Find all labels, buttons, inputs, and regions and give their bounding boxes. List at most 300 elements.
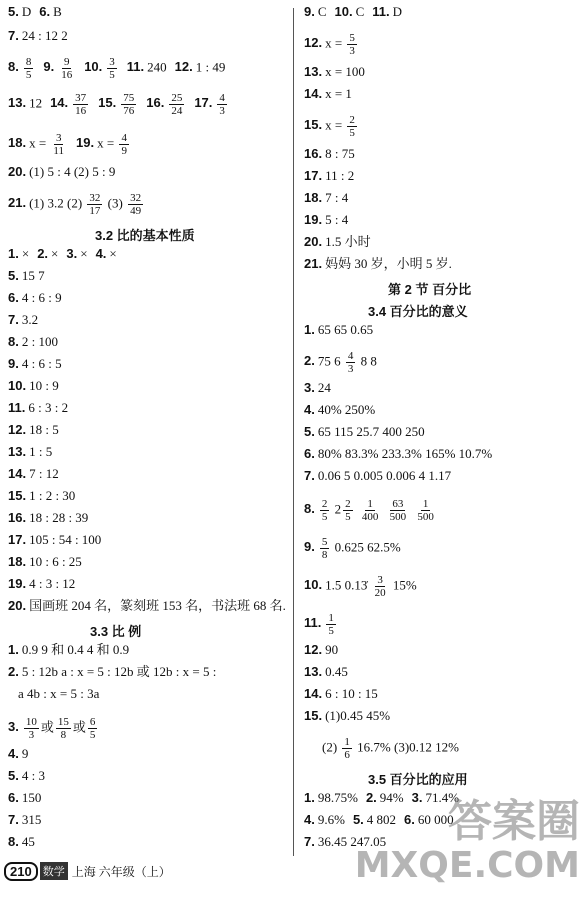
answer-line bbox=[304, 114, 359, 139]
fraction-denominator: 16 bbox=[75, 105, 87, 117]
answer-text: 24 : 12 2 bbox=[21, 28, 68, 43]
question-number: 9. bbox=[43, 59, 55, 75]
answer-text bbox=[382, 501, 385, 516]
answer-text: 4 : 3 : 12 bbox=[29, 576, 76, 591]
section-heading: 3.3 比 例 bbox=[90, 624, 142, 639]
question-number: 6. bbox=[39, 4, 51, 19]
question-number: 5. bbox=[8, 768, 19, 783]
answer-line bbox=[8, 246, 117, 261]
answer-text: 5 : 4 bbox=[325, 212, 349, 227]
question-number: 10. bbox=[334, 4, 353, 19]
answer-line bbox=[8, 422, 59, 437]
answer-text: 或 bbox=[40, 719, 54, 735]
question-number: 1. bbox=[304, 322, 315, 337]
fraction-numerator: 4 bbox=[219, 92, 225, 104]
fraction-denominator: 11 bbox=[53, 145, 65, 157]
fraction bbox=[326, 612, 336, 637]
fraction bbox=[169, 92, 184, 117]
answer-line bbox=[304, 350, 377, 375]
page-footer bbox=[4, 861, 171, 881]
question-number: 3. bbox=[8, 719, 19, 735]
answer-line bbox=[322, 736, 459, 761]
answer-text: a 4b : x = 5 : 3a bbox=[18, 686, 100, 701]
answer-text: 9 bbox=[21, 746, 29, 761]
fraction-denominator: 5 bbox=[25, 69, 32, 81]
question-number: 7. bbox=[8, 812, 19, 827]
fraction bbox=[87, 192, 102, 217]
fraction-denominator: 8 bbox=[321, 549, 328, 561]
answer-text: 8 8 bbox=[357, 353, 377, 369]
answer-line bbox=[8, 532, 101, 547]
fraction-numerator: 8 bbox=[25, 56, 32, 68]
answer-text bbox=[410, 501, 413, 516]
section-heading: 第 2 节 百分比 bbox=[388, 282, 472, 297]
fraction bbox=[73, 92, 88, 117]
answer-line bbox=[8, 488, 75, 503]
fraction-numerator: 3 bbox=[377, 574, 383, 586]
answer-text: 6 : 10 : 15 bbox=[325, 686, 378, 701]
answer-text: 75 6 bbox=[317, 353, 344, 369]
answer-text: 94% bbox=[379, 790, 404, 805]
answer-text: × bbox=[109, 246, 117, 261]
column-divider bbox=[293, 8, 294, 856]
answer-text: 0.625 62.5% bbox=[331, 539, 401, 555]
answer-text: 18 : 5 bbox=[29, 422, 59, 437]
fraction-numerator: 32 bbox=[130, 192, 142, 204]
fraction-denominator: 3 bbox=[347, 363, 354, 375]
fraction-denominator: 5 bbox=[109, 69, 115, 81]
question-number: 18. bbox=[304, 190, 323, 205]
answer-text: 4 : 3 bbox=[21, 768, 45, 783]
answer-text: 15 7 bbox=[21, 268, 45, 283]
answer-text: 1 : 49 bbox=[195, 59, 226, 75]
question-number: 18. bbox=[8, 135, 27, 151]
answer-text: 150 bbox=[21, 790, 42, 805]
answer-text: x = bbox=[325, 117, 346, 133]
answer-line bbox=[8, 834, 35, 849]
answer-line bbox=[8, 4, 62, 19]
answer-text: 65 65 0.65 bbox=[317, 322, 374, 337]
question-number: 18. bbox=[8, 554, 27, 569]
answer-text: 4 : 6 : 5 bbox=[21, 356, 62, 371]
question-number: 5. bbox=[304, 424, 315, 439]
answer-line bbox=[8, 444, 52, 459]
question-number: 12. bbox=[8, 422, 27, 437]
question-number: 4. bbox=[95, 246, 107, 261]
answer-line bbox=[8, 56, 225, 81]
answer-line bbox=[304, 212, 348, 227]
fraction-numerator: 6 bbox=[89, 716, 96, 728]
question-number: 8. bbox=[304, 501, 315, 517]
answer-line bbox=[304, 190, 348, 205]
question-number: 7. bbox=[304, 468, 315, 483]
page-number: 210 bbox=[4, 862, 38, 881]
answer-text: × bbox=[80, 246, 88, 261]
answer-text: 7 : 4 bbox=[325, 190, 349, 205]
answer-line bbox=[304, 322, 373, 337]
fraction-numerator: 2 bbox=[321, 498, 328, 510]
answer-line bbox=[304, 468, 451, 483]
answer-text: 98.75% bbox=[317, 790, 358, 805]
fraction-denominator: 400 bbox=[361, 511, 379, 523]
answer-text: 8 : 75 bbox=[325, 146, 355, 161]
answer-line bbox=[8, 576, 75, 591]
answer-text: (1) 3.2 (2) bbox=[29, 195, 86, 211]
answer-text: × bbox=[51, 246, 59, 261]
fraction-denominator: 76 bbox=[123, 105, 135, 117]
fraction-denominator: 5 bbox=[89, 729, 96, 741]
answer-line bbox=[8, 312, 38, 327]
fraction-denominator: 500 bbox=[389, 511, 407, 523]
question-number: 5. bbox=[352, 812, 364, 827]
fraction bbox=[347, 114, 357, 139]
subject-label: 数学 bbox=[40, 862, 68, 880]
answer-line bbox=[8, 132, 131, 157]
question-number: 19. bbox=[8, 576, 27, 591]
answer-text: 80% 83.3% 233.3% 165% 10.7% bbox=[317, 446, 493, 461]
question-number: 19. bbox=[304, 212, 323, 227]
answer-line bbox=[8, 290, 62, 305]
answer-line bbox=[8, 598, 286, 613]
question-number: 15. bbox=[8, 488, 27, 503]
fraction-denominator: 16 bbox=[61, 69, 73, 81]
fraction bbox=[347, 32, 357, 57]
answer-text: 6 : 3 : 2 bbox=[28, 400, 69, 415]
question-number: 1. bbox=[8, 246, 19, 261]
answer-text: 0.06 5 0.005 0.006 4 1.17 bbox=[317, 468, 452, 483]
question-number: 17. bbox=[8, 532, 27, 547]
answer-line bbox=[304, 146, 355, 161]
answer-line bbox=[304, 664, 348, 679]
question-number: 1. bbox=[304, 790, 315, 805]
fraction-numerator: 3 bbox=[55, 132, 62, 144]
answer-line bbox=[304, 708, 390, 723]
answer-line bbox=[304, 4, 402, 19]
answer-text: 15% bbox=[389, 577, 417, 593]
section-heading: 3.5 百分比的应用 bbox=[368, 772, 468, 787]
fraction-numerator: 37 bbox=[75, 92, 87, 104]
fraction-numerator: 2 bbox=[349, 114, 355, 126]
answer-line bbox=[8, 356, 62, 371]
fraction bbox=[24, 716, 39, 741]
answer-text: C bbox=[317, 4, 327, 19]
question-number: 8. bbox=[8, 59, 19, 75]
question-number: 4. bbox=[8, 746, 19, 761]
fraction bbox=[107, 56, 117, 81]
question-number: 11. bbox=[372, 4, 390, 19]
answer-text: x = 1 bbox=[325, 86, 352, 101]
answer-text: 45 bbox=[21, 834, 35, 849]
answer-text: x = bbox=[97, 135, 118, 151]
answer-text: 9.6% bbox=[317, 812, 345, 827]
fraction-denominator: 20 bbox=[374, 587, 386, 599]
fraction bbox=[24, 56, 34, 81]
question-number: 8. bbox=[8, 334, 19, 349]
fraction bbox=[320, 536, 330, 561]
answer-line bbox=[8, 554, 82, 569]
answer-line bbox=[8, 334, 58, 349]
answer-text: 妈妈 30 岁，小明 5 岁. bbox=[325, 256, 452, 271]
answer-line bbox=[8, 466, 59, 481]
question-number: 15. bbox=[304, 117, 323, 133]
fraction-numerator: 2 bbox=[345, 498, 351, 510]
answer-line bbox=[304, 446, 492, 461]
answer-text: 16.7% (3)0.12 12% bbox=[353, 739, 459, 755]
answer-text: 1.5 0.13̇ bbox=[325, 577, 371, 593]
fraction bbox=[217, 92, 227, 117]
answer-text: x = bbox=[29, 135, 50, 151]
watermark-url: MXQE.COM bbox=[354, 845, 580, 886]
answer-line bbox=[304, 380, 331, 395]
question-number: 20. bbox=[304, 234, 323, 249]
question-number: 9. bbox=[304, 539, 315, 555]
question-number: 2. bbox=[304, 353, 315, 369]
fraction bbox=[343, 498, 353, 523]
answer-line bbox=[304, 424, 425, 439]
answer-text: 2 : 100 bbox=[21, 334, 58, 349]
answer-text: x = 100 bbox=[325, 64, 365, 79]
answer-text: 10 : 6 : 25 bbox=[29, 554, 82, 569]
question-number: 6. bbox=[404, 812, 415, 827]
fraction-denominator: 5 bbox=[345, 511, 351, 523]
answer-text: D bbox=[392, 4, 403, 19]
question-number: 16. bbox=[304, 146, 323, 161]
fraction-denominator: 49 bbox=[130, 205, 142, 217]
fraction bbox=[360, 498, 381, 523]
question-number: 10. bbox=[8, 378, 27, 393]
section-heading: 3.2 比的基本性质 bbox=[95, 228, 195, 243]
fraction-numerator: 4 bbox=[347, 350, 354, 362]
question-number: 21. bbox=[8, 195, 27, 211]
answer-line bbox=[304, 642, 338, 657]
answer-text: 240 bbox=[147, 59, 167, 75]
fraction-numerator: 4 bbox=[121, 132, 127, 144]
answer-line bbox=[304, 32, 359, 57]
answer-line bbox=[8, 268, 45, 283]
question-number: 17. bbox=[194, 95, 213, 111]
book-info: 上海 六年级（上） bbox=[71, 864, 171, 879]
question-number: 12. bbox=[174, 59, 193, 75]
answer-text: 1 : 5 bbox=[29, 444, 53, 459]
fraction-numerator: 32 bbox=[89, 192, 101, 204]
fraction bbox=[415, 498, 436, 523]
fraction-numerator: 10 bbox=[25, 716, 37, 728]
answer-line bbox=[304, 168, 354, 183]
fraction-denominator: 8 bbox=[60, 729, 67, 741]
fraction bbox=[342, 736, 352, 761]
fraction-denominator: 5 bbox=[321, 511, 328, 523]
fraction-numerator: 9 bbox=[63, 56, 70, 68]
answer-text: 7 : 12 bbox=[29, 466, 59, 481]
answer-line bbox=[8, 378, 59, 393]
fraction-denominator: 5 bbox=[349, 127, 355, 139]
answer-text: D bbox=[21, 4, 32, 19]
answer-text: 12 bbox=[29, 95, 43, 111]
answer-line bbox=[8, 510, 88, 525]
answer-line bbox=[304, 234, 371, 249]
fraction-numerator: 3 bbox=[109, 56, 115, 68]
question-number: 1. bbox=[8, 642, 19, 657]
answer-text: × bbox=[21, 246, 30, 261]
answer-text: 315 bbox=[21, 812, 42, 827]
answer-line bbox=[8, 92, 229, 117]
answer-line bbox=[8, 664, 216, 679]
answer-text bbox=[355, 501, 358, 516]
answer-text: 90 bbox=[325, 642, 339, 657]
question-number: 3. bbox=[411, 790, 423, 805]
answer-line bbox=[304, 498, 438, 523]
fraction-denominator: 17 bbox=[89, 205, 101, 217]
answer-line bbox=[8, 716, 99, 741]
question-number: 19. bbox=[76, 135, 95, 151]
answer-text: 36.45 247.05 bbox=[317, 834, 387, 849]
answer-line bbox=[8, 746, 28, 761]
watermark-logo: 答案圈 bbox=[448, 796, 580, 847]
answer-text: 40% 250% bbox=[317, 402, 376, 417]
question-number: 15. bbox=[98, 95, 117, 111]
question-number: 16. bbox=[146, 95, 165, 111]
answer-line bbox=[304, 86, 352, 101]
answer-text: (2) bbox=[322, 739, 341, 755]
fraction bbox=[320, 498, 330, 523]
question-number: 7. bbox=[8, 28, 19, 43]
fraction-denominator: 24 bbox=[171, 105, 183, 117]
fraction-denominator: 5 bbox=[328, 625, 334, 637]
answer-text: 或 bbox=[72, 719, 86, 735]
question-number: 13. bbox=[8, 444, 27, 459]
answer-text: B bbox=[53, 4, 62, 19]
question-number: 3. bbox=[66, 246, 78, 261]
fraction-denominator: 500 bbox=[417, 511, 434, 523]
answer-text: 10 : 9 bbox=[29, 378, 59, 393]
question-number: 5. bbox=[8, 4, 19, 19]
question-number: 9. bbox=[304, 4, 315, 19]
answer-text: 3.2 bbox=[21, 312, 39, 327]
question-number: 13. bbox=[304, 664, 323, 679]
fraction-numerator: 1 bbox=[367, 498, 373, 510]
fraction-numerator: 1 bbox=[328, 612, 334, 624]
question-number: 12. bbox=[304, 642, 323, 657]
question-number: 7. bbox=[304, 834, 315, 849]
fraction-denominator: 3 bbox=[28, 729, 35, 741]
fraction-denominator: 3 bbox=[349, 45, 355, 57]
question-number: 14. bbox=[8, 466, 27, 481]
question-number: 2. bbox=[8, 664, 19, 679]
question-number: 21. bbox=[304, 256, 323, 271]
answer-line bbox=[304, 64, 365, 79]
question-number: 13. bbox=[8, 95, 27, 111]
answer-text: 1 : 2 : 30 bbox=[29, 488, 76, 503]
question-number: 13. bbox=[304, 64, 323, 79]
question-number: 8. bbox=[8, 834, 19, 849]
answer-text: 4 802 bbox=[366, 812, 397, 827]
answer-text: 0.9 9 和 0.4 4 和 0.9 bbox=[21, 642, 130, 657]
section-heading: 3.4 百分比的意义 bbox=[368, 304, 468, 319]
answer-text: (1) 5 : 4 (2) 5 : 9 bbox=[29, 164, 116, 179]
fraction bbox=[119, 132, 129, 157]
answer-line bbox=[8, 164, 115, 179]
question-number: 15. bbox=[304, 708, 323, 723]
question-number: 9. bbox=[8, 356, 19, 371]
answer-text: 71.4% bbox=[425, 790, 460, 805]
question-number: 3. bbox=[304, 380, 315, 395]
question-number: 14. bbox=[50, 95, 69, 111]
answer-line bbox=[304, 686, 378, 701]
question-number: 11. bbox=[126, 59, 145, 75]
answer-text: 60 000 bbox=[417, 812, 454, 827]
answer-text: x = bbox=[325, 35, 346, 51]
fraction bbox=[128, 192, 143, 217]
fraction bbox=[388, 498, 409, 523]
answer-line bbox=[8, 768, 45, 783]
fraction-numerator: 75 bbox=[123, 92, 135, 104]
answer-text: 国画班 204 名，篆刻班 153 名，书法班 68 名. bbox=[29, 598, 286, 613]
fraction-numerator: 1 bbox=[344, 736, 350, 748]
question-number: 5. bbox=[8, 268, 19, 283]
question-number: 4. bbox=[304, 402, 315, 417]
answer-line bbox=[8, 812, 41, 827]
answer-line bbox=[304, 536, 401, 561]
fraction-numerator: 25 bbox=[171, 92, 183, 104]
question-number: 14. bbox=[304, 686, 323, 701]
answer-line bbox=[304, 574, 417, 599]
answer-text: 65 115 25.7 400 250 bbox=[317, 424, 425, 439]
answer-text: 24 bbox=[317, 380, 331, 395]
answer-line bbox=[304, 402, 375, 417]
answer-line bbox=[8, 642, 129, 657]
answer-text: (3) bbox=[104, 195, 127, 211]
question-number: 6. bbox=[8, 790, 19, 805]
question-number: 2. bbox=[365, 790, 377, 805]
answer-text: 11 : 2 bbox=[325, 168, 355, 183]
question-number: 2. bbox=[37, 246, 49, 261]
question-number: 11. bbox=[8, 400, 26, 415]
fraction bbox=[346, 350, 356, 375]
fraction bbox=[373, 574, 388, 599]
question-number: 20. bbox=[8, 598, 27, 613]
question-number: 16. bbox=[8, 510, 27, 525]
answer-text: 5 : 12b a : x = 5 : 12b 或 12b : x = 5 : bbox=[21, 664, 217, 679]
answer-line bbox=[8, 400, 68, 415]
answer-text: 0.45 bbox=[325, 664, 348, 679]
fraction bbox=[88, 716, 98, 741]
fraction bbox=[59, 56, 74, 81]
answer-line bbox=[8, 790, 41, 805]
question-number: 10. bbox=[304, 577, 323, 593]
answer-text: 2 bbox=[331, 501, 342, 517]
fraction-numerator: 63 bbox=[392, 498, 404, 510]
question-number: 11. bbox=[304, 615, 322, 631]
answer-line bbox=[18, 686, 99, 701]
answer-line bbox=[8, 28, 68, 43]
question-number: 7. bbox=[8, 312, 19, 327]
fraction-denominator: 6 bbox=[344, 749, 350, 761]
question-number: 6. bbox=[8, 290, 19, 305]
question-number: 4. bbox=[304, 812, 315, 827]
fraction bbox=[121, 92, 136, 117]
answer-line bbox=[304, 612, 338, 637]
question-number: 10. bbox=[84, 59, 103, 75]
fraction-numerator: 5 bbox=[321, 536, 328, 548]
answer-line bbox=[304, 256, 452, 271]
answer-text: 1.5 小时 bbox=[325, 234, 371, 249]
fraction-numerator: 15 bbox=[57, 716, 69, 728]
question-number: 12. bbox=[304, 35, 323, 51]
answer-text: (1)0.45 45% bbox=[325, 708, 391, 723]
fraction bbox=[56, 716, 71, 741]
question-number: 6. bbox=[304, 446, 315, 461]
question-number: 20. bbox=[8, 164, 27, 179]
